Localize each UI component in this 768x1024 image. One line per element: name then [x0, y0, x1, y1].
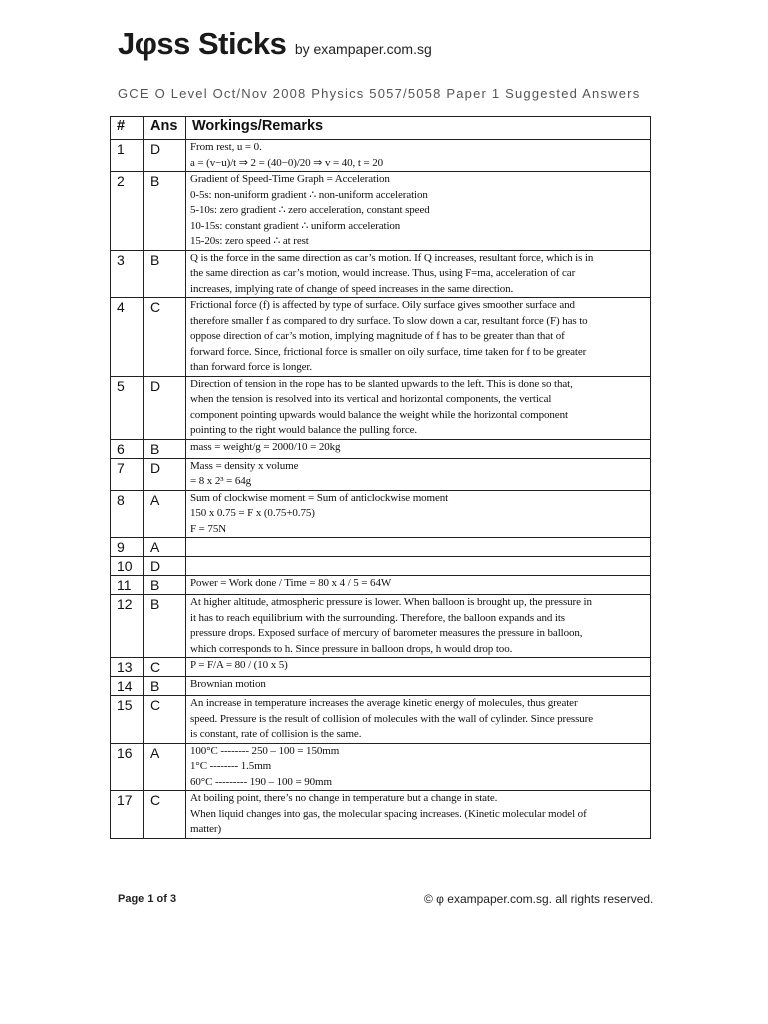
table-row [111, 458, 651, 490]
question-number: 17 [111, 791, 144, 839]
remark-line: At higher altitude, atmospheric pressure is lower. When balloon is brought up, the pressure in [190, 596, 592, 608]
table-row [111, 439, 651, 458]
workings-remarks [186, 538, 651, 557]
workings-remarks [186, 172, 651, 251]
answer-letter: D [144, 557, 186, 576]
question-number: 14 [111, 677, 144, 696]
answer-letter: B [144, 172, 186, 251]
answer-letter: A [144, 743, 186, 791]
question-number: 8 [111, 490, 144, 538]
remark-line: 5-10s: zero gradient ∴ zero acceleration, constant speed [190, 204, 430, 216]
answer-letter: B [144, 250, 186, 298]
remark-line: 15-20s: zero speed ∴ at rest [190, 235, 309, 247]
remark-line: the same direction as car’s motion, would increase. Thus, using F=ma, acceleration of car [190, 267, 576, 279]
remark-line: Q is the force in the same direction as car’s motion. If Q increases, resultant force, which is in [190, 251, 594, 264]
answer-letter: C [144, 696, 186, 744]
workings-remarks [186, 576, 651, 595]
question-number: 10 [111, 557, 144, 576]
remark-line: Gradient of Speed-Time Graph = Acceleration [190, 173, 390, 185]
answer-letter: B [144, 677, 186, 696]
workings-remarks [186, 743, 651, 791]
table-row [111, 298, 651, 377]
question-number: 6 [111, 439, 144, 458]
logo [118, 26, 432, 62]
remark-line: At boiling point, there’s no change in temperature but a change in state. [190, 792, 498, 804]
remark-line: which corresponds to h. Since pressure in balloon drops, h would drop too. [190, 642, 513, 655]
remark-line: than forward force is longer. [190, 361, 313, 373]
workings-remarks [186, 557, 651, 576]
table-row [111, 677, 651, 696]
remark-line: Mass = density x volume [190, 459, 299, 472]
remark-line: pressure drops. Exposed surface of mercury of barometer measures the pressure in balloon, [190, 627, 583, 639]
document-subtitle: GCE O Level Oct/Nov 2008 Physics 5057/5058 Paper 1 Suggested Answers [118, 86, 641, 101]
answer-letter: B [144, 576, 186, 595]
remark-line: When liquid changes into gas, the molecular spacing increases. (Kinetic molecular model of [190, 807, 587, 820]
table-row [111, 595, 651, 658]
answer-letter: C [144, 791, 186, 839]
question-number: 4 [111, 298, 144, 377]
remark-line: component pointing upwards would balance the weight while the horizontal component [190, 408, 568, 421]
workings-remarks [186, 439, 651, 458]
header-answer: Ans [144, 117, 186, 140]
question-number: 1 [111, 140, 144, 172]
table-row [111, 557, 651, 576]
table-row [111, 658, 651, 677]
question-number: 7 [111, 458, 144, 490]
workings-remarks [186, 250, 651, 298]
remark-line [190, 538, 646, 554]
remark-line: speed. Pressure is the result of collision of molecules with the wall of cylinder. Since pressure [190, 712, 594, 725]
table-row [111, 250, 651, 298]
workings-remarks [186, 376, 651, 439]
question-number: 16 [111, 743, 144, 791]
copyright-notice: © φ exampaper.com.sg. all rights reserved. [424, 892, 654, 906]
remark-line: is constant, rate of collision is the same. [190, 728, 362, 740]
remark-line: therefore smaller f as compared to dry surface. To slow down a car, resultant force (F) has to [190, 314, 588, 327]
table-row [111, 376, 651, 439]
remark-line: Direction of tension in the rope has to be slanted upwards to the left. This is done so that, [190, 377, 573, 390]
question-number: 12 [111, 595, 144, 658]
remark-line: pointing to the right would balance the pulling force. [190, 424, 418, 436]
answer-letter: D [144, 140, 186, 172]
workings-remarks [186, 490, 651, 538]
answer-letter: A [144, 490, 186, 538]
workings-remarks [186, 298, 651, 377]
answer-letter: B [144, 595, 186, 658]
question-number: 9 [111, 538, 144, 557]
remark-line: P = F/A = 80 / (10 x 5) [190, 659, 288, 671]
remark-line: 60°C --------- 190 – 100 = 90mm [190, 775, 332, 788]
remark-line: matter) [190, 823, 222, 835]
remark-line: 1°C -------- 1.5mm [190, 760, 272, 772]
question-number: 2 [111, 172, 144, 251]
workings-remarks [186, 458, 651, 490]
table-row [111, 538, 651, 557]
remark-line: it has to reach equilibrium with the surrounding. Therefore, the balloon expands and its [190, 611, 565, 624]
remark-line: oppose direction of car’s motion, implying magnitude of f has to be greater than that of [190, 330, 565, 342]
question-number: 15 [111, 696, 144, 744]
question-number: 3 [111, 250, 144, 298]
table-row [111, 791, 651, 839]
table-row [111, 490, 651, 538]
workings-remarks [186, 140, 651, 172]
question-number: 11 [111, 576, 144, 595]
remark-line: Power = Work done / Time = 80 x 4 / 5 = 64W [190, 577, 392, 589]
table-row [111, 172, 651, 251]
answer-letter: D [144, 376, 186, 439]
table-row [111, 743, 651, 791]
remark-line: 100°C -------- 250 – 100 = 150mm [190, 744, 340, 757]
answer-letter: B [144, 439, 186, 458]
table-row [111, 576, 651, 595]
brand-name: Jφss Sticks [118, 26, 287, 61]
remark-line: a = (v−u)/t ⇒ 2 = (40−0)/20 ⇒ v = 40, t = 20 [190, 156, 384, 169]
page-number: Page 1 of 3 [118, 893, 177, 905]
remark-line: From rest, u = 0. [190, 141, 262, 153]
answer-letter: D [144, 458, 186, 490]
answer-letter: C [144, 298, 186, 377]
answer-letter: A [144, 538, 186, 557]
brand-by-line: by exampaper.com.sg [294, 41, 432, 57]
workings-remarks [186, 658, 651, 677]
remark-line: Brownian motion [190, 678, 266, 690]
remark-line: increases, implying rate of change of speed increases in the same direction. [190, 282, 514, 295]
answer-letter: C [144, 658, 186, 677]
table-row [111, 140, 651, 172]
table-body [111, 140, 651, 839]
remark-line: Sum of clockwise moment = Sum of anticlockwise moment [190, 491, 449, 504]
answers-table [110, 116, 651, 839]
workings-remarks [186, 677, 651, 696]
workings-remarks [186, 595, 651, 658]
remark-line: mass = weight/g = 2000/10 = 20kg [190, 440, 341, 453]
remark-line: 150 x 0.75 = F x (0.75+0.75) [190, 507, 315, 519]
table-row [111, 696, 651, 744]
header-remarks: Workings/Remarks [186, 117, 651, 140]
remark-line: when the tension is resolved into its vertical and horizontal components, the vertical [190, 393, 552, 405]
remark-line: Frictional force (f) is affected by type of surface. Oily surface gives smoother surface and [190, 299, 575, 311]
remark-line: 10-15s: constant gradient ∴ uniform acceleration [190, 219, 401, 232]
remark-line [190, 557, 646, 573]
remark-line: 0-5s: non-uniform gradient ∴ non-uniform acceleration [190, 188, 428, 201]
remark-line: forward force. Since, frictional force is smaller on oily surface, time taken for f to be greater [190, 345, 587, 358]
remark-line: An increase in temperature increases the average kinetic energy of molecules, thus greater [190, 697, 578, 709]
question-number: 13 [111, 658, 144, 677]
workings-remarks [186, 696, 651, 744]
table-header-row [111, 117, 651, 140]
remark-line: = 8 x 2³ = 64g [190, 475, 252, 487]
remark-line: F = 75N [190, 522, 227, 535]
header-number: # [111, 117, 144, 140]
workings-remarks [186, 791, 651, 839]
question-number: 5 [111, 376, 144, 439]
